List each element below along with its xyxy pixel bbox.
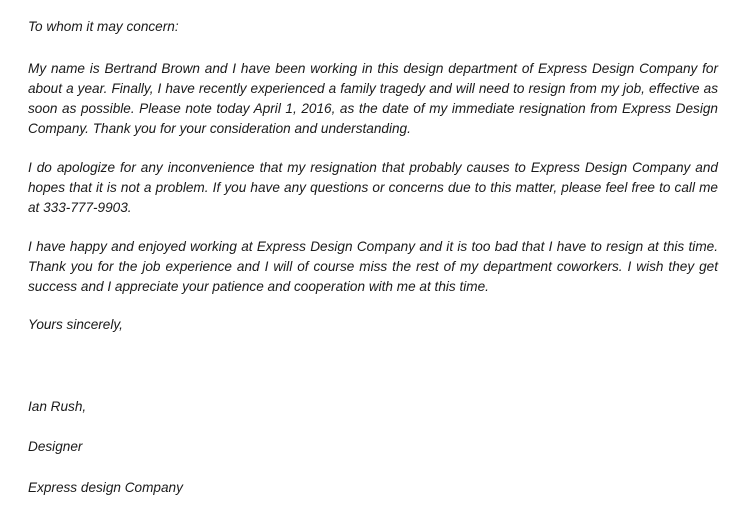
closing: Yours sincerely, xyxy=(28,317,123,332)
salutation: To whom it may concern: xyxy=(28,19,179,34)
paragraph-2: I do apologize for any inconvenience that my resignation that probably causes to Express Design Company and hopes that it is not a problem. If you have any questions or concerns due to this matter, please feel free to call me at 333-777-9903. xyxy=(28,160,718,215)
paragraph-1: My name is Bertrand Brown and I have been working in this design department of Express Design Company for about a year. Finally, I have recently experienced a family tragedy and will need to resign from my job, effective as soon as possible. Please note today April 1, 2016, as the date of my immediate resignation from Express Design Company. Thank you for your consideration and understanding. xyxy=(28,61,718,136)
signature-name: Ian Rush, xyxy=(28,399,87,414)
paragraph-3: I have happy and enjoyed working at Express Design Company and it is too bad that I have to resign at this time. Thank you for the job experience and I will of course miss the rest of my department coworkers. I wish they get success and I appreciate your patience and cooperation with me at this time. xyxy=(28,239,718,294)
signature-company: Express design Company xyxy=(28,480,183,495)
signature-title: Designer xyxy=(28,439,83,454)
